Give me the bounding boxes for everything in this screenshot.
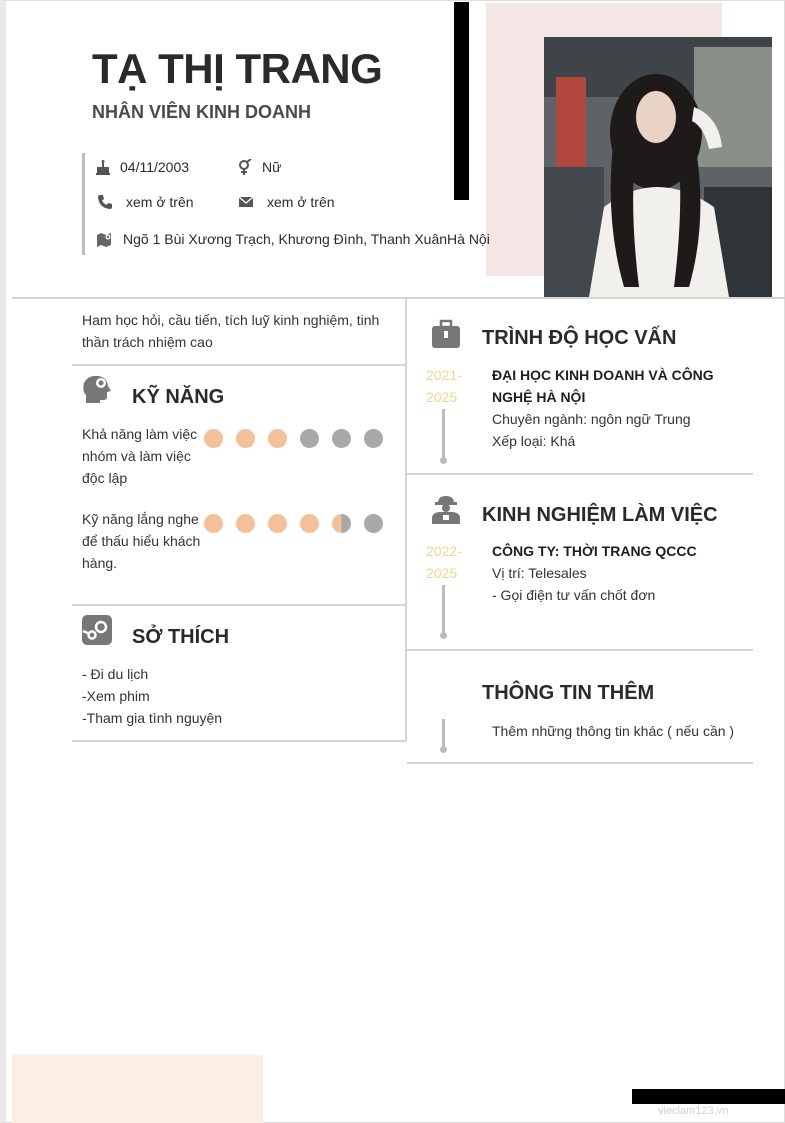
- education-timeline-dot: [440, 457, 447, 464]
- rating-dot: [332, 429, 351, 448]
- rating-dot: [300, 429, 319, 448]
- cake-icon: [94, 158, 112, 176]
- address-value: Ngõ 1 Bùi Xương Trạch, Khương Đình, Thanh XuânHà Nội: [123, 231, 490, 247]
- experience-task: - Gọi điện tư vấn chốt đơn: [492, 587, 656, 603]
- header-black-bar: [454, 2, 469, 200]
- candidate-name: TẠ THỊ TRANG: [92, 45, 383, 92]
- rating-dot: [364, 514, 383, 533]
- hobby-item: - Đi du lịch: [82, 666, 149, 682]
- experience-timeline: [442, 585, 445, 635]
- rating-dot: [300, 514, 319, 533]
- rating-dot: [268, 514, 287, 533]
- experience-position: Vị trí: Telesales: [492, 565, 587, 581]
- school-name: ĐẠI HỌC KINH DOANH VÀ CÔNG NGHỆ HÀ NỘI: [492, 367, 714, 405]
- phone-value: xem ở trên: [126, 194, 194, 210]
- experience-year-start: 2022-: [426, 543, 462, 559]
- birthday-value: 04/11/2003: [120, 159, 190, 175]
- skill-label: Khả năng làm việc nhóm và làm việc độc lập: [82, 426, 198, 486]
- education-major: Chuyên ngành: ngôn ngữ Trung: [492, 411, 691, 427]
- rating-dot: [204, 429, 223, 448]
- rating-dot: [236, 429, 255, 448]
- rating-dot: [268, 429, 287, 448]
- rating-dot: [364, 429, 383, 448]
- email-value: xem ở trên: [267, 194, 335, 210]
- education-divider: [407, 473, 753, 475]
- contact-address: [95, 230, 490, 248]
- contact-birthday: [94, 158, 189, 176]
- gender-icon: [236, 158, 254, 176]
- education-timeline: [442, 409, 445, 459]
- envelope-icon: [237, 193, 255, 211]
- rating-dot: [204, 514, 223, 533]
- extra-timeline-dot: [440, 746, 447, 753]
- experience-years: [426, 540, 470, 584]
- brain-head-icon: [80, 373, 114, 407]
- extra-timeline: [442, 719, 445, 749]
- education-year-end: 2025: [426, 389, 458, 405]
- skill-label: Kỹ năng lắng nghe để thấu hiểu khách hàng.: [82, 511, 201, 571]
- contact-accent-bar: [82, 153, 85, 255]
- experience-timeline-dot: [440, 632, 447, 639]
- education-years: [426, 364, 470, 408]
- experience-year-end: 2025: [426, 565, 458, 581]
- hobbies-divider: [72, 740, 406, 742]
- hobbies-list: [82, 663, 222, 729]
- footer-black-bar: [632, 1089, 785, 1104]
- education-entry: [492, 364, 732, 452]
- watermark: vieclam123.vn: [658, 1105, 729, 1117]
- skill-rating-dots: [204, 514, 383, 533]
- game-controller-icon: [80, 613, 114, 647]
- extra-divider: [407, 762, 753, 764]
- skills-title: KỸ NĂNG: [132, 386, 225, 408]
- header-divider: [12, 297, 785, 299]
- profile-photo: [544, 37, 772, 297]
- worker-icon: [429, 493, 463, 527]
- education-year-start: 2021-: [426, 367, 462, 383]
- extra-info-text: Thêm những thông tin khác ( nếu cần ): [492, 723, 735, 739]
- contact-gender: [236, 158, 281, 176]
- map-icon: [95, 230, 113, 248]
- rating-dot: [332, 514, 351, 533]
- company-name: CÔNG TY: THỜI TRANG QCCC: [492, 543, 697, 559]
- education-title: TRÌNH ĐỘ HỌC VẤN: [482, 327, 677, 349]
- skill-rating-dots: [204, 429, 383, 448]
- phone-icon: [96, 193, 114, 211]
- experience-divider: [407, 649, 753, 651]
- experience-entry: [492, 540, 742, 606]
- education-grade: Xếp loại: Khá: [492, 433, 576, 449]
- hobbies-title: SỞ THÍCH: [132, 626, 230, 648]
- footer-peach-block: [12, 1055, 263, 1123]
- hobby-item: -Xem phim: [82, 688, 150, 704]
- contact-email: [237, 193, 335, 211]
- rating-dot: [236, 514, 255, 533]
- extra-info-title: THÔNG TIN THÊM: [482, 682, 655, 704]
- candidate-job-title: NHÂN VIÊN KINH DOANH: [92, 102, 312, 122]
- skills-divider: [72, 604, 406, 606]
- intro-divider: [72, 364, 406, 366]
- gender-value: Nữ: [262, 159, 282, 175]
- hobby-item: -Tham gia tình nguyện: [82, 710, 223, 726]
- experience-title: KINH NGHIỆM LÀM VIỆC: [482, 504, 718, 526]
- career-objective: Ham học hỏi, cầu tiến, tích luỹ kinh nghiệm, tinh thần trách nhiệm cao: [82, 312, 380, 350]
- contact-phone: [96, 193, 194, 211]
- briefcase-icon: [429, 317, 463, 351]
